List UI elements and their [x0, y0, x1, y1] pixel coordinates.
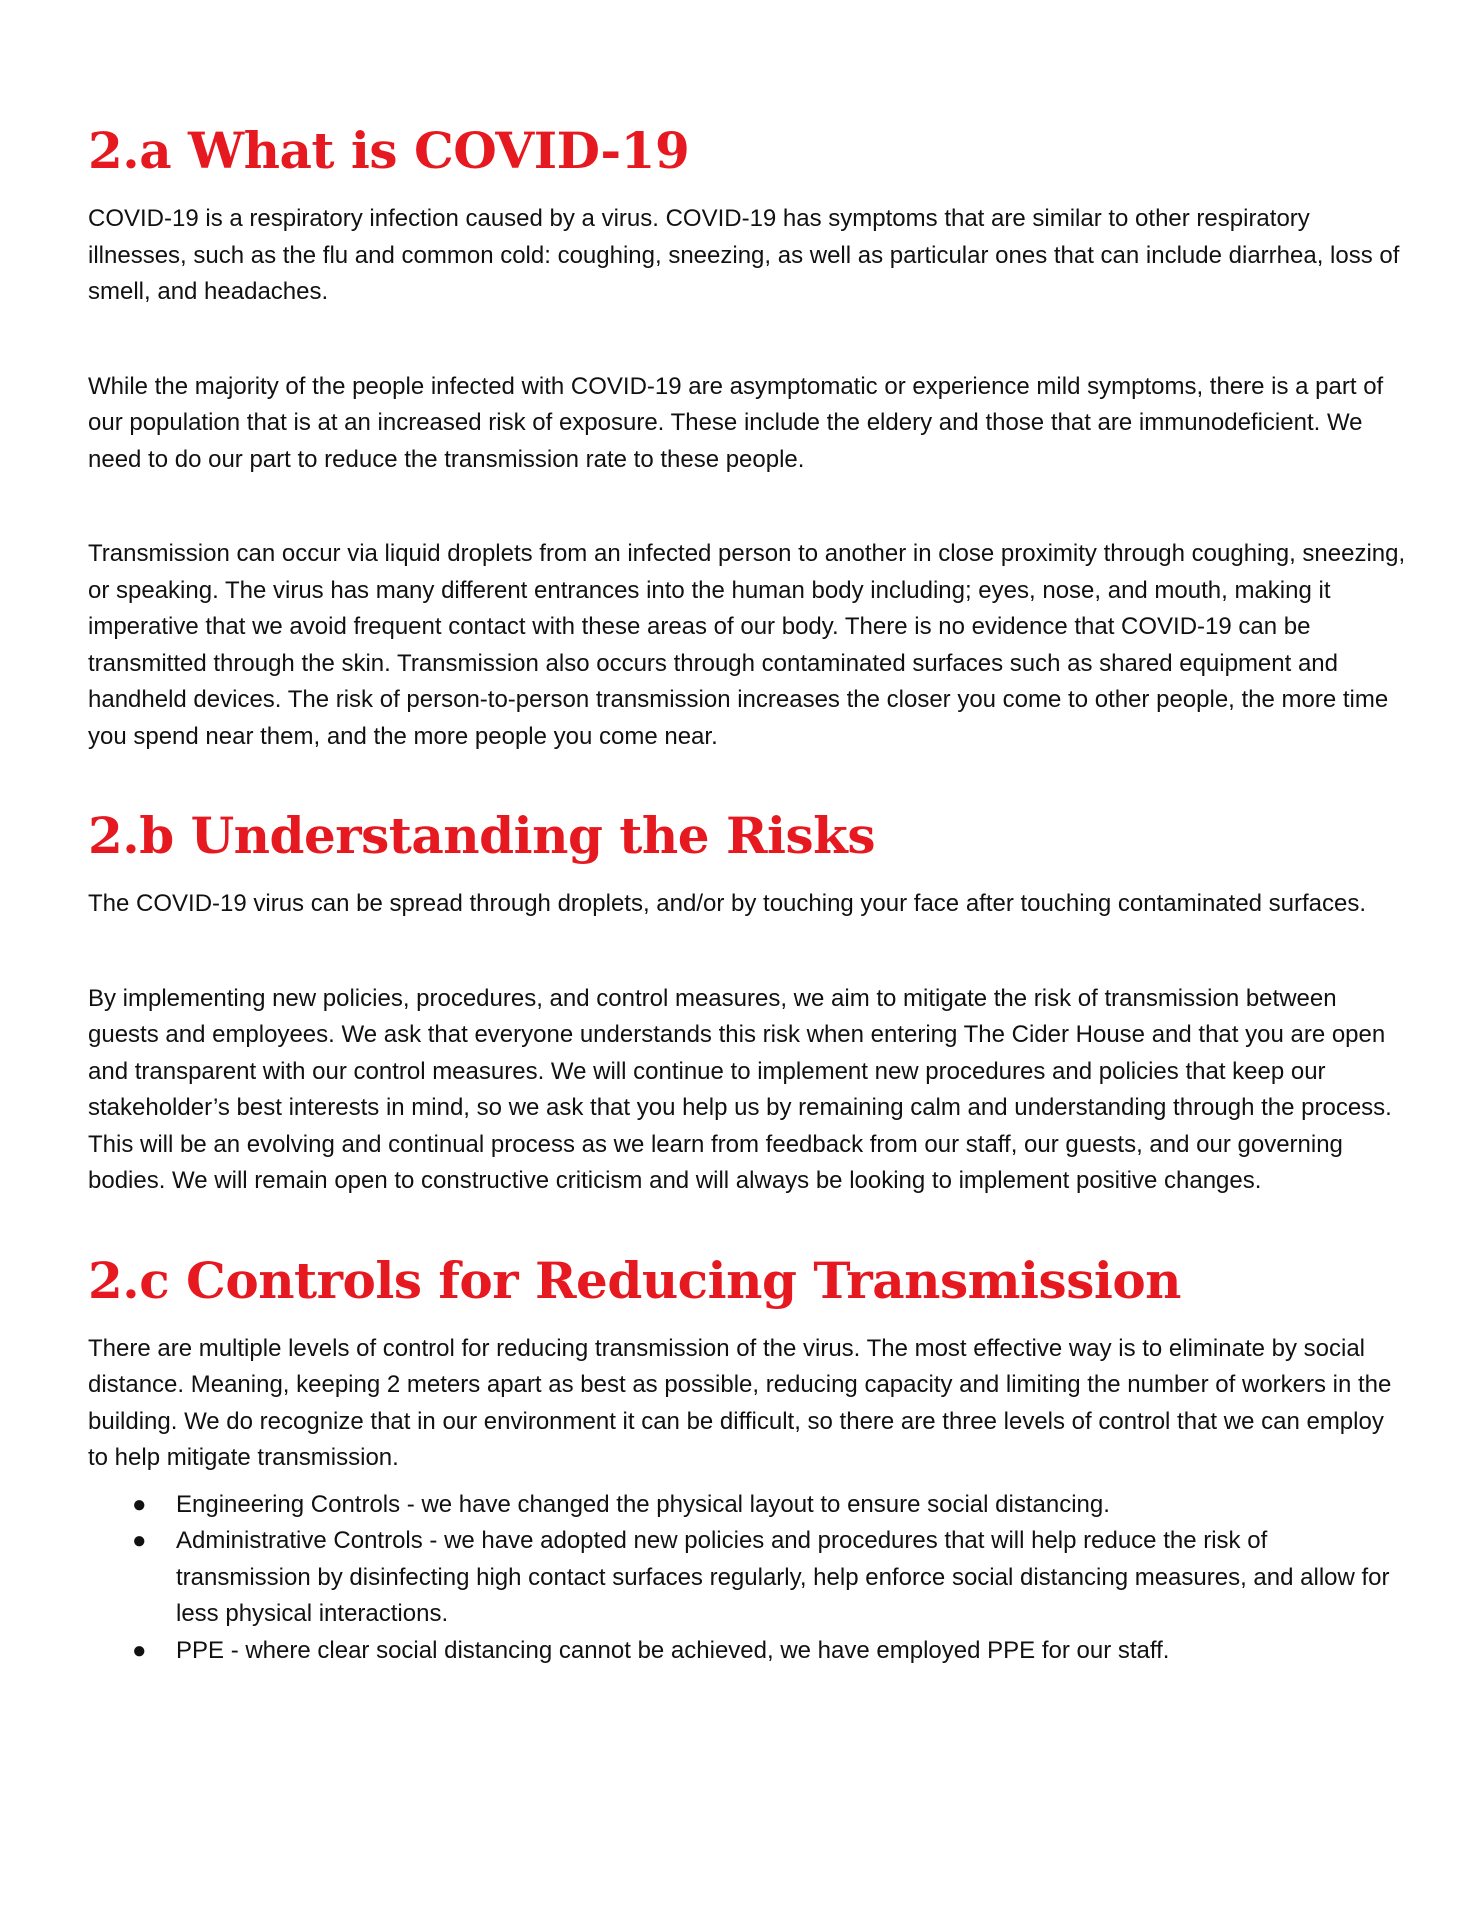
list-item-text: Engineering Controls - we have changed the physical layout to ensure social distancing. [176, 1490, 1110, 1518]
bullet-icon: ● [132, 1636, 147, 1664]
paragraph: By implementing new policies, procedures, and control measures, we aim to mitigate the risk of transmission between guests and employees. We ask that everyone understands this risk when entering The Cider House and that you are open and transparent with our control measures. We will continue to implement new procedures and policies that keep our stakeholder’s best interests in mind, so we ask that you help us by remaining calm and understanding through the process. This will be an evolving and continual process as we learn from feedback from our staff, our guests, and our governing bodies. We will remain open to constructive criticism and will always be looking to implement positive changes. [88, 984, 1392, 1194]
paragraph: While the majority of the people infected with COVID-19 are asymptomatic or experience mild symptoms, there is a part of our population that is at an increased risk of exposure. These include the eldery and those that are immunodeficient. We need to do our part to reduce the transmission rate to these people. [88, 372, 1384, 473]
list-item [88, 1487, 1408, 1524]
paragraph: COVID-19 is a respiratory infection caused by a virus. COVID-19 has symptoms that are similar to other respiratory illnesses, such as the flu and common cold: coughing, sneezing, as well as particular ones that can include diarrhea, loss of smell, and headaches. [88, 205, 1400, 305]
document-page [88, 0, 1408, 1669]
list-item-text: Administrative Controls - we have adopted new policies and procedures that will help reduce the risk of transmission by disinfecting high contact surfaces regularly, help enforce social distancing measures, and allow for less physical interactions. [176, 1527, 1390, 1627]
list-item-text: PPE - where clear social distancing cannot be achieved, we have employed PPE for our staff. [176, 1636, 1170, 1664]
bullet-icon: ● [132, 1490, 147, 1518]
section-heading-controls: 2.c Controls for Reducing Transmission [88, 1250, 1182, 1310]
list-item [88, 1523, 1408, 1633]
section-heading-what-is-covid: 2.a What is COVID-19 [88, 121, 690, 180]
bullet-icon: ● [132, 1527, 147, 1554]
paragraph: There are multiple levels of control for reducing transmission of the virus. The most effective way is to eliminate by social distance. Meaning, keeping 2 meters apart as best as possible, reducing capacity and limiting the number of workers in the building. We do recognize that in our environment it can be difficult, so there are three levels of control that we can employ to help mitigate transmission. [88, 1334, 1392, 1471]
paragraph: Transmission can occur via liquid droplets from an infected person to another in close proximity through coughing, sneezing, or speaking. The virus has many different entrances into the human body including; eyes, nose, and mouth, making it imperative that we avoid frequent contact with these areas of our body. There is no evidence that COVID-19 can be transmitted through the skin. Transmission also occurs through contaminated surfaces such as shared equipment and handheld devices. The risk of person-to-person transmission increases the closer you come to other people, the more time you spend near them, and the more people you come near. [88, 540, 1406, 750]
controls-bullet-list [88, 1487, 1408, 1670]
list-item [88, 1633, 1408, 1670]
section-heading-understanding-risks: 2.b Understanding the Risks [88, 806, 875, 865]
paragraph: The COVID-19 virus can be spread through droplets, and/or by touching your face after touching contaminated surfaces. [88, 890, 1367, 917]
